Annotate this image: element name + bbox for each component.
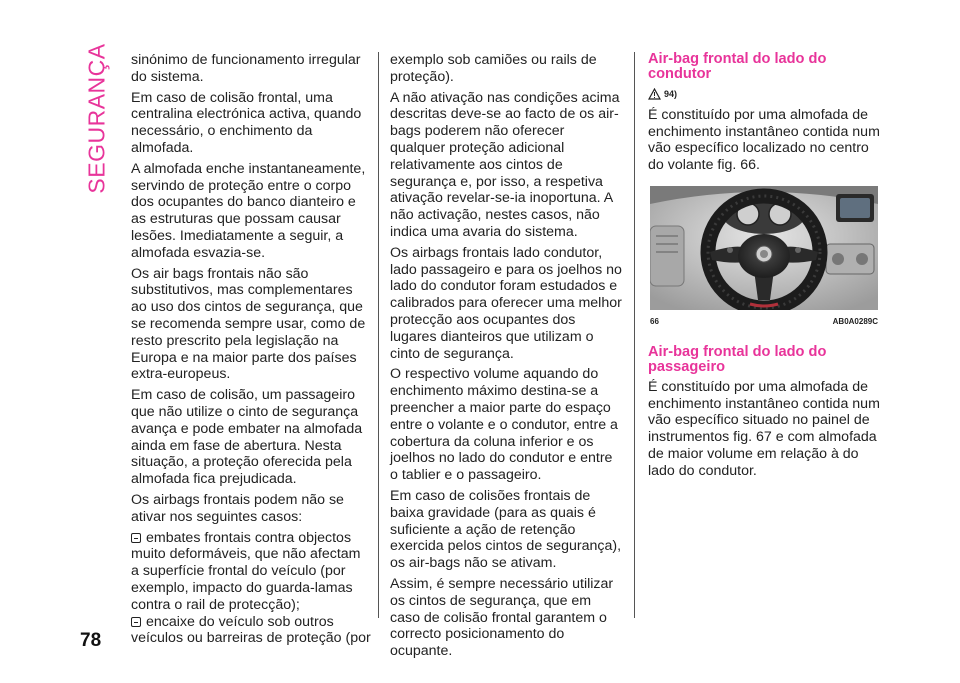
bullet-item: encaixe do veículo sob outros veículos ou barreiras de proteção (por (131, 613, 371, 647)
figure-code: AB0A0289C (832, 316, 878, 326)
column-3 (648, 52, 880, 484)
paragraph: sinónimo de funcionamento irregular do sistema. (131, 52, 361, 85)
paragraph: Os airbags frontais podem não se ativar nos seguintes casos: (131, 491, 344, 525)
bullet-icon (131, 533, 141, 543)
warning-reference: 94) (648, 86, 880, 103)
paragraph: Em caso de colisões frontais de baixa gravidade (para as quais é suficiente a ação de retenção exercida pelos cintos de segurança), os air-bags não se ativam. (390, 487, 622, 572)
bullet-item: embates frontais contra objectos muito deformáveis, que não afectam a superfície frontal do veículo (por exemplo, impacto do guarda-lamas contra o rail de protecção); (131, 529, 361, 613)
paragraph: Os air bags frontais não são substitutivos, mas complementares ao uso dos cintos de segurança, que se recomenda sempre usar, como de resto prescrito pela legislação na Europa e na maior parte dos países extra-europeus. (131, 265, 366, 383)
steering-wheel-illustration (650, 186, 878, 310)
column-1 (131, 52, 371, 647)
column-divider (378, 52, 379, 618)
figure-caption (650, 314, 878, 331)
paragraph: A não ativação nas condições acima descritas deve-se ao facto de os air-bags poderem não oferecer qualquer proteção adicional relativamente aos cintos de segurança e, por isso, a respetiva ativação revelar-se-ia inoportuna. A não activação, nestes casos, não indica uma avaria do sistema. (390, 89, 620, 240)
paragraph: exemplo sob camiões ou rails de proteção). (390, 52, 597, 85)
paragraph: O respectivo volume aquando do enchimento máximo destina-se a preencher a maior parte do espaço entre o volante e o condutor, entre a cobertura da coluna inferior e os joelhos no lado do condutor e entre o tablier e o passageiro. (390, 366, 618, 484)
paragraph: A almofada enche instantaneamente, servindo de proteção entre o corpo dos ocupantes do banco dianteiro e as estruturas que possam causar lesões. Imediatamente a seguir, a almofada esvazia-se. (131, 160, 366, 261)
paragraph: É constituído por uma almofada de enchimento instantâneo contida num vão específico localizado no centro do volante fig. 66. (648, 106, 880, 174)
section-title: SEGURANÇA (83, 42, 110, 194)
page-number: 78 (80, 630, 102, 651)
paragraph: Em caso de colisão frontal, uma centralina electrónica activa, quando necessário, o enchimento da almofada. (131, 89, 362, 156)
column-divider (634, 52, 635, 618)
column-2 (390, 52, 622, 664)
paragraph: Os airbags frontais lado condutor, lado passageiro e para os joelhos no lado do condutor foram estudados e calibrados para oferecer uma melhor protecção aos ocupantes dos lugares dianteiros que utilizam o cinto de segurança. (390, 244, 622, 362)
heading-driver-airbag: Air-bag frontal do lado do condutor (648, 51, 827, 82)
bullet-icon (131, 617, 141, 627)
paragraph: Em caso de colisão, um passageiro que não utilize o cinto de segurança avança e pode embater na almofada ainda em fase de abertura. Nesta situação, a proteção oferecida pela almofada fica prejudicada. (131, 387, 363, 488)
paragraph: É constituído por uma almofada de enchimento instantâneo contida num vão específico situado no painel de instrumentos fig. 67 e com almofada de maior volume em relação à do lado do condutor. (648, 378, 880, 479)
heading-passenger-airbag: Air-bag frontal do lado do passageiro (648, 343, 827, 375)
figure-number: 66 (650, 316, 659, 326)
paragraph: Assim, é sempre necessário utilizar os cintos de segurança, que em caso de colisão frontal garantem o correcto posicionamento do ocupante. (390, 575, 614, 660)
warning-triangle-icon (648, 88, 661, 100)
